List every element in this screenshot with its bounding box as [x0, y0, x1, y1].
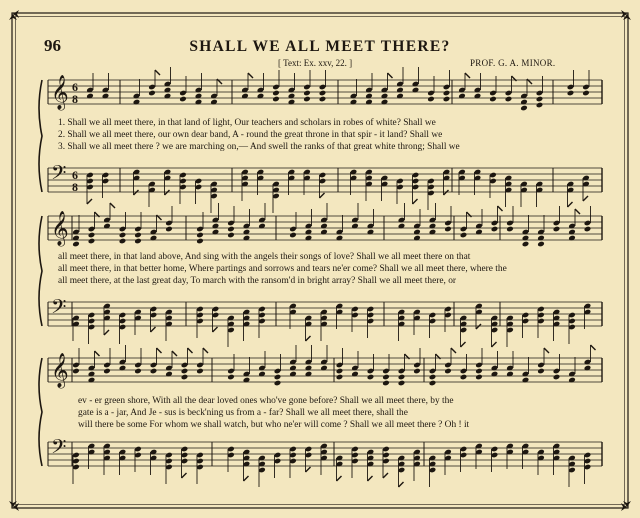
note-head: [274, 374, 282, 381]
treble-clef: 𝄞: [51, 211, 69, 246]
note-flag: [104, 330, 109, 335]
note-head: [179, 96, 187, 103]
note-head: [505, 96, 513, 103]
note-head: [336, 374, 344, 381]
note-head: [382, 374, 390, 381]
note-flag: [188, 348, 193, 353]
bass-clef: 𝄢: [51, 295, 67, 323]
note-flag: [151, 327, 156, 332]
note-flag: [498, 206, 503, 211]
note-head: [227, 374, 235, 381]
note-head: [319, 90, 327, 97]
note-head: [567, 90, 575, 97]
note-head: [475, 368, 483, 375]
lyric-line: 3. Shall we all meet there ? we are marching on,— And swell the ranks of that great white throng; Shall we: [58, 142, 460, 152]
lyric-line: ev - er green shore, With all the dear loved ones who've gone before? Shall we all meet there, by the: [78, 396, 454, 406]
system-brace: [39, 358, 42, 466]
bass-clef: 𝄢: [51, 435, 67, 463]
note-head: [274, 380, 282, 387]
note-flag: [388, 73, 393, 78]
scripture-reference: [ Text: Ex. xxv, 22. ]: [278, 58, 353, 68]
note-flag: [172, 351, 177, 356]
note-head: [367, 374, 375, 381]
note-head: [429, 374, 437, 381]
note-flag: [544, 348, 549, 353]
time-signature-top: 6: [72, 80, 78, 94]
note-head: [427, 96, 435, 103]
note-head: [398, 374, 406, 381]
note-head: [148, 90, 156, 97]
note-flag: [306, 336, 311, 341]
note-head: [103, 368, 111, 375]
note-head: [460, 232, 468, 239]
note-head: [336, 368, 344, 375]
note-head: [303, 90, 311, 97]
treble-clef: 𝄞: [51, 353, 69, 388]
note-head: [536, 96, 544, 103]
page-number: 96: [44, 36, 61, 55]
note-head: [72, 368, 80, 375]
note-head: [537, 241, 545, 248]
note-flag: [110, 203, 115, 208]
note-flag: [95, 351, 100, 356]
time-signature-bottom: 8: [72, 92, 78, 106]
note-head: [134, 232, 142, 239]
note-head: [289, 232, 297, 239]
lyric-line: 2. Shall we all meet there, our own dear band, A - round the great throne in that spir - it land? Shall we: [58, 130, 443, 140]
note-head: [398, 380, 406, 387]
note-head: [319, 96, 327, 103]
note-head: [553, 374, 561, 381]
note-head: [382, 380, 390, 387]
note-head: [536, 102, 544, 109]
note-head: [119, 232, 127, 239]
note-flag: [451, 348, 456, 353]
note-flag: [444, 190, 449, 195]
note-head: [443, 90, 451, 97]
note-flag: [591, 345, 596, 350]
note-head: [88, 232, 96, 239]
note-head: [303, 96, 311, 103]
time-signature-bottom: 8: [72, 180, 78, 194]
lyric-line: gate is a - jar, And Je - sus is beck'ning us from a - far? Shall we all meet there, shall the: [78, 408, 408, 418]
note-head: [520, 105, 528, 112]
note-head: [196, 368, 204, 375]
lyric-line: 1. Shall we all meet there, in that land of light, Our teachers and scholars in robes of white? Shall we: [58, 118, 436, 128]
note-head: [227, 232, 235, 239]
note-flag: [492, 342, 497, 347]
note-head: [444, 368, 452, 375]
note-flag: [203, 348, 208, 353]
note-head: [522, 241, 530, 248]
lyric-line: all meet there, at the last great day, To march with the ransom'd in bright array? Shall we all meet there, or: [58, 276, 457, 286]
note-head: [196, 238, 204, 245]
note-flag: [182, 473, 187, 478]
note-flag: [368, 476, 373, 481]
note-flag: [461, 342, 466, 347]
note-flag: [568, 202, 573, 207]
note-head: [165, 226, 173, 233]
note-head: [506, 226, 514, 233]
note-flag: [134, 190, 139, 195]
note-head: [72, 241, 80, 248]
note-head: [489, 96, 497, 103]
note-head: [88, 238, 96, 245]
note-head: [150, 368, 158, 375]
note-flag: [583, 196, 588, 201]
note-head: [553, 226, 561, 233]
note-head: [119, 238, 127, 245]
note-flag: [476, 324, 481, 329]
note-head: [181, 368, 189, 375]
note-flag: [413, 199, 418, 204]
note-head: [227, 226, 235, 233]
system-brace: [39, 216, 42, 326]
note-flag: [399, 482, 404, 487]
note-flag: [213, 327, 218, 332]
note-head: [134, 368, 142, 375]
note-head: [181, 374, 189, 381]
treble-clef: 𝄞: [51, 75, 69, 110]
note-head: [537, 368, 545, 375]
note-flag: [306, 467, 311, 472]
note-flag: [465, 73, 470, 78]
note-head: [272, 96, 280, 103]
note-head: [475, 374, 483, 381]
note-head: [134, 238, 142, 245]
note-flag: [244, 476, 249, 481]
note-flag: [157, 348, 162, 353]
lyric-line: all meet there, in that better home, Where partings and sorrows and tears ne'er come? Shall we all meet there, where the: [58, 264, 507, 274]
note-flag: [337, 476, 342, 481]
note-flag: [165, 190, 170, 195]
note-head: [196, 232, 204, 239]
note-head: [272, 90, 280, 97]
note-flag: [383, 473, 388, 478]
system-brace: [39, 80, 42, 192]
note-flag: [155, 70, 160, 75]
note-flag: [320, 193, 325, 198]
time-signature-top: 6: [72, 168, 78, 182]
note-flag: [575, 209, 580, 214]
note-flag: [248, 73, 253, 78]
lyric-line: will there be some For whom we shall watch, but who ne'er will come ? Shall we all meet there ? Oh ! it: [78, 420, 470, 430]
note-head: [444, 226, 452, 233]
note-head: [460, 374, 468, 381]
composer-credit: PROF. G. A. MINOR.: [470, 58, 556, 68]
note-head: [443, 96, 451, 103]
hymn-title: SHALL WE ALL MEET THERE?: [189, 38, 451, 55]
note-head: [429, 380, 437, 387]
note-head: [413, 368, 421, 375]
note-head: [584, 226, 592, 233]
note-flag: [87, 199, 92, 204]
bass-clef: 𝄢: [51, 161, 67, 189]
note-head: [582, 90, 590, 97]
lyric-line: all meet there, in that land above, And sing with the angels their songs of love? Shall we all meet there on that: [58, 252, 471, 262]
note-head: [491, 226, 499, 233]
